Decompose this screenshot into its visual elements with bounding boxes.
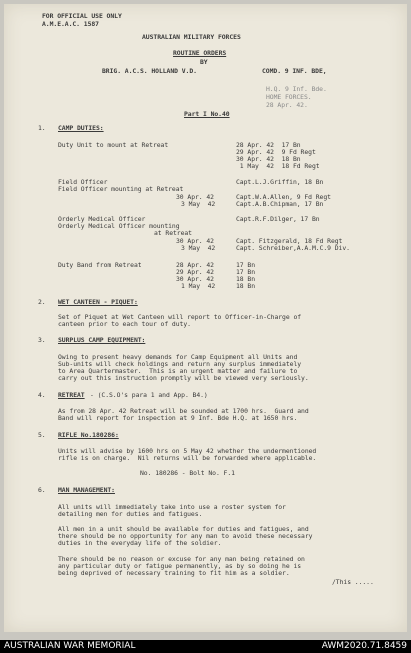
duty-row: 28 Apr. 42 17 Bn — [236, 141, 301, 149]
mo-mounting-label: at Retreat — [154, 229, 192, 237]
section-6-text: All men in a unit should be available for duties and fatigues, and — [58, 525, 309, 533]
band-date: 28 Apr. 42 — [176, 261, 214, 269]
section-6-text: duties in the everyday life of the soldier. — [58, 539, 222, 547]
section-6-text: There should be no reason or excuse for any man being retained on — [58, 555, 305, 563]
fo-date: 30 Apr. 42 — [176, 193, 214, 201]
medical-officer-label: Orderly Medical Officer — [58, 215, 146, 223]
section-2-text: Set of Piquet at Wet Canteen will report to Officer-in-Charge of — [58, 313, 302, 321]
mo-mounting-label: Orderly Medical Officer mounting — [58, 222, 180, 230]
section-2-number: 2. — [38, 298, 46, 306]
field-officer-name: Capt.L.J.Griffin, 18 Bn — [236, 178, 324, 186]
section-3-text: to Area Quartermaster. This is an urgent matter and failure to — [58, 367, 298, 375]
section-6-text: there should be no opportunity for any man to avoid these necessary — [58, 532, 313, 540]
mo-officer: Capt. Fitzgerald, 18 Fd Regt — [236, 237, 343, 245]
document-page — [4, 4, 407, 632]
section-4-text: As from 28 Apr. 42 Retreat will be sounded at 1700 hrs. Guard and — [58, 407, 309, 415]
section-6-text: being deprived of necessary training to fit him as a soldier. — [58, 569, 290, 577]
fo-date: 3 May 42 — [181, 200, 216, 208]
document-title: AUSTRALIAN MILITARY FORCES — [142, 33, 241, 41]
band-unit: 17 Bn — [236, 261, 255, 269]
duty-row: 30 Apr. 42 18 Bn — [236, 155, 301, 163]
forces-label: HOME FORCES. — [266, 93, 312, 101]
section-5-text: rifle is on charge. Nil returns will be forwarded where applicable. — [58, 454, 317, 462]
section-6-number: 6. — [38, 486, 46, 494]
band-unit: 18 Bn — [236, 275, 255, 283]
by-label: BY — [200, 58, 208, 66]
medical-officer-name: Capt.R.F.Dilger, 17 Bn — [236, 215, 320, 223]
section-4-number: 4. — [38, 391, 46, 399]
section-6-text: detailing men for duties and fatigues. — [58, 510, 203, 518]
brigadier-name: BRIG. A.C.S. HOLLAND V.D. — [102, 67, 197, 75]
form-number: A.M.E.A.C. 1587 — [42, 20, 99, 28]
hq-label: H.Q. 9 Inf. Bde. — [266, 85, 327, 93]
field-officer-label: Field Officer — [58, 178, 108, 186]
part-number: Part I No.40 — [184, 110, 230, 118]
section-4-heading: RETREAT — [58, 391, 85, 399]
duty-band-label: Duty Band from Retreat — [58, 261, 142, 269]
footer-source: AUSTRALIAN WAR MEMORIAL — [4, 641, 136, 651]
band-date: 29 Apr. 42 — [176, 268, 214, 276]
section-3-text: carry out this instruction promptly will be viewed very seriously. — [58, 374, 309, 382]
mo-date: 3 May 42 — [181, 244, 216, 252]
section-2-text: canteen prior to each tour of duty. — [58, 320, 191, 328]
section-1-number: 1. — [38, 124, 46, 132]
section-4-reference: - (C.S.O's para 1 and App. B4.) — [90, 391, 208, 399]
section-6-text: All units will immediately take into use a roster system for — [58, 503, 286, 511]
mo-date: 30 Apr. 42 — [176, 237, 214, 245]
footer-bar — [0, 640, 411, 653]
footer-accession: AWM2020.71.8459 — [321, 641, 407, 651]
duty-unit-label: Duty Unit to mount at Retreat — [58, 141, 169, 149]
continued-marker: /This ..... — [332, 578, 374, 586]
section-3-heading: SURPLUS CAMP EQUIPMENT: — [58, 336, 146, 344]
section-5-text: Units will advise by 1600 hrs on 5 May 42 whether the undermentioned — [58, 447, 317, 455]
section-3-text: Sub-units will check holdings and return any surplus immediately — [58, 360, 302, 368]
band-date: 1 May 42 — [181, 282, 216, 290]
band-unit: 17 Bn — [236, 268, 255, 276]
section-5-number: 5. — [38, 431, 46, 439]
section-1-heading: CAMP DUTIES: — [58, 124, 104, 132]
section-5-heading: RIFLE No.180286: — [58, 431, 119, 439]
section-3-number: 3. — [38, 336, 46, 344]
field-officer-mounting-label: Field Officer mounting at Retreat — [58, 185, 184, 193]
duty-row: 1 May 42 18 Fd Regt — [236, 162, 320, 170]
document-date: 28 Apr. 42. — [266, 101, 308, 109]
band-date: 30 Apr. 42 — [176, 275, 214, 283]
section-4-text: Band will report for inspection at 9 Inf. Bde H.Q. at 1650 hrs. — [58, 414, 298, 422]
fo-officer: Capt.W.A.Allen, 9 Fd Regt — [236, 193, 331, 201]
rifle-number: No. 180286 - Bolt No. F.1 — [140, 469, 235, 477]
fo-officer: Capt.A.B.Chipman, 17 Bn — [236, 200, 324, 208]
section-6-text: any particular duty or fatigue permanently, as by so doing he is — [58, 562, 302, 570]
duty-row: 29 Apr. 42 9 Fd Regt — [236, 148, 316, 156]
command-label: COMD. 9 INF. BDE, — [262, 67, 327, 75]
mo-officer: Capt. Schreiber,A.A.M.C.9 Div. — [236, 244, 350, 252]
official-use-label: FOR OFFICIAL USE ONLY — [42, 12, 122, 20]
section-6-heading: MAN MANAGEMENT: — [58, 486, 115, 494]
section-2-heading: WET CANTEEN - PIQUET: — [58, 298, 138, 306]
section-3-text: Owing to present heavy demands for Camp Equipment all Units and — [58, 353, 298, 361]
band-unit: 18 Bn — [236, 282, 255, 290]
document-subtitle: ROUTINE ORDERS — [173, 49, 227, 57]
